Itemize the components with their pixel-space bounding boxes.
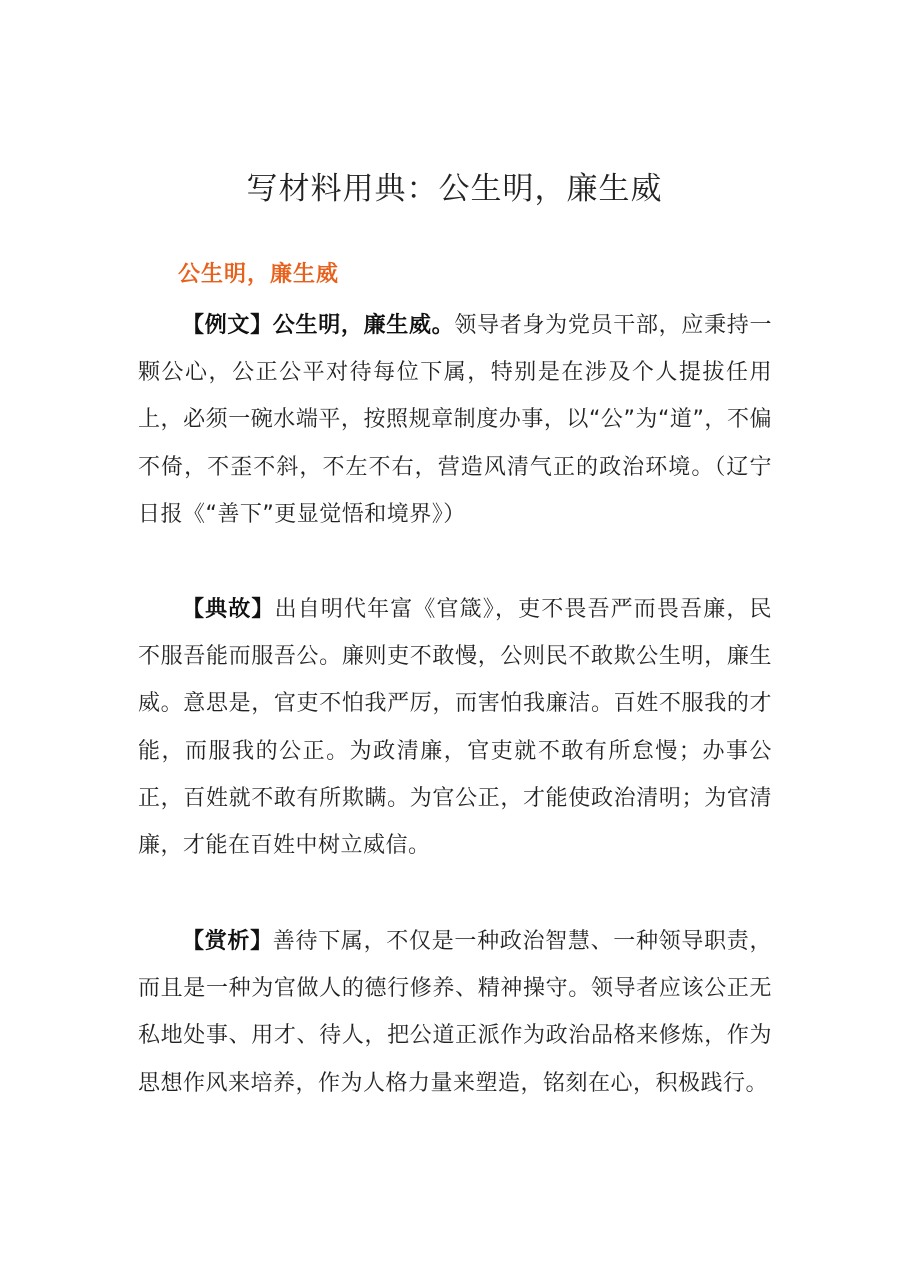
story-paragraph [138,586,772,869]
document-title: 写材料用典：公生明，廉生威 [246,170,663,207]
appreciation-text: 善待下属，不仅是一种政治智慧、一种领导职责，而且是一种为官做人的德行修养、精神操守。领导者应该公正无私地处事、用才、待人，把公道正派作为政治品格来修炼，作为思想作风来培养，作为人格力量来塑造，铭刻在心，积极践行。 [138,929,772,1096]
example-lead: 公生明，廉生威。 [272,313,455,338]
story-text: 出自明代年富《官箴》，吏不畏吾严而畏吾廉，民不服吾能而服吾公。廉则吏不敢慢，公则民不敢欺公生明，廉生威。意思是，官吏不怕我严厉，而害怕我廉洁。百姓不服我的才能，而服我的公正。为政清廉，官吏就不敢有所怠慢；办事公正，百姓就不敢有所欺瞒。为官公正，才能使政治清明；为官清廉，才能在百姓中树立威信。 [138,597,772,859]
example-paragraph [138,302,772,538]
example-tag: 【例文】 [182,313,273,338]
story-tag: 【典故】 [182,597,275,622]
appreciation-paragraph [138,918,772,1107]
section-heading: 公生明，廉生威 [178,262,340,287]
appreciation-tag: 【赏析】 [182,929,273,954]
example-text: 领导者身为党员干部，应秉持一颗公心，公正公平对待每位下属，特别是在涉及个人提拔任用上，必须一碗水端平，按照规章制度办事，以“公”为“道”，不偏不倚，不歪不斜，不左不右，营造风清气正的政治环境。（辽宁日报《“善下”更显觉悟和境界》） [138,313,772,527]
